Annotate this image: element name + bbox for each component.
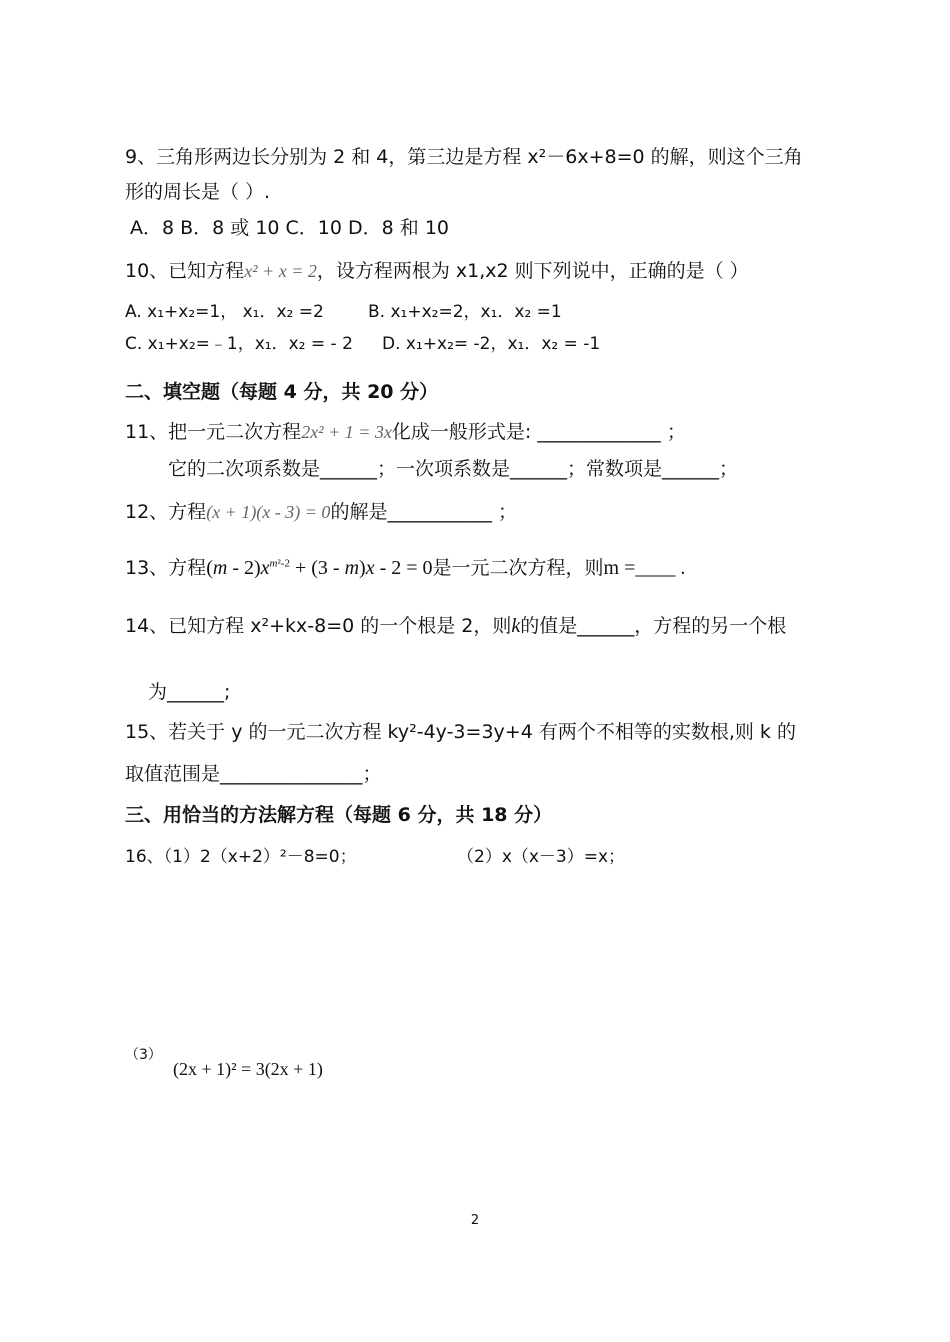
q11-suffix: 化成一般形式是: _____________ ； [391, 421, 686, 443]
q13-suffix: 是一元二次方程，则 [432, 557, 604, 579]
q10-option-b: B. x₁+x₂=2，x₁．x₂ =1 [368, 302, 562, 322]
q11-line2: 它的二次项系数是______；一次项系数是______；常数项是______； [168, 458, 739, 480]
q11-line1 [125, 420, 686, 444]
q15-line2: 取值范围是_______________； [125, 763, 382, 785]
q16-part1: 16、（1）2（x+2）²－8=0； [125, 847, 357, 867]
q12-equation: (x + 1)(x - 3) = 0 [206, 502, 331, 522]
q10-option-c: C. x₁+x₂=﹣1，x₁．x₂ = - 2 [125, 334, 353, 354]
q13-prefix: 13、方程 [125, 557, 207, 579]
q10-stem [125, 259, 749, 283]
q9-line1: 9、三角形两边长分别为 2 和 4，第三边是方程 x²－6x+8=0 的解，则这个三角 [125, 146, 803, 168]
section3-title: 三、用恰当的方法解方程（每题 6 分，共 18 分） [125, 804, 553, 826]
q14-line2: 为______; [148, 681, 231, 703]
q16-part3-equation: (2x + 1)² = 3(2x + 1) [173, 1059, 323, 1079]
section2-title: 二、填空题（每题 4 分，共 20 分） [125, 381, 439, 403]
q11-prefix: 11、把一元二次方程 [125, 421, 302, 443]
q11-equation: 2x² + 1 = 3x [301, 422, 392, 442]
q12-line [125, 500, 517, 524]
q14-prefix: 14、已知方程 x²+kx-8=0 的一个根是 2，则 [125, 615, 512, 637]
q15-line1: 15、若关于 y 的一元二次方程 ky²-4y-3=3y+4 有两个不相等的实数根,则 k 的 [125, 721, 796, 743]
q10-option-a: A. x₁+x₂=1， x₁．x₂ =2 [125, 302, 324, 322]
q14-suffix: 的值是______，方程的另一个根 [520, 615, 787, 637]
q14-var-k: k [511, 615, 521, 637]
q10-equation: x² + x = 2 [244, 261, 317, 281]
q9-line2: 形的周长是（ ）. [125, 181, 271, 203]
q13-equation: $(m - 2)x^{m^2-2} + (3 - m)x - 2 = 0$ [206, 557, 433, 579]
q10-suffix: ，设方程两根为 x1,x2 则下列说中，正确的是（ ） [316, 260, 749, 282]
page-number: 2 [470, 1213, 480, 1228]
q12-prefix: 12、方程 [125, 501, 207, 523]
q14-line1 [125, 614, 786, 638]
q9-options: A．8 B．8 或 10 C．10 D．8 和 10 [130, 217, 450, 239]
q10-option-d: D. x₁+x₂= -2，x₁．x₂ = -1 [382, 334, 601, 354]
q13-line [125, 556, 685, 580]
q16-part3-label: （3） [125, 1047, 162, 1063]
q16-part2: （2）x（x－3）=x； [457, 847, 626, 867]
q12-suffix: 的解是___________ ； [330, 501, 517, 523]
q13-answer: m =____ . [603, 557, 686, 579]
q10-prefix: 10、已知方程 [125, 260, 245, 282]
